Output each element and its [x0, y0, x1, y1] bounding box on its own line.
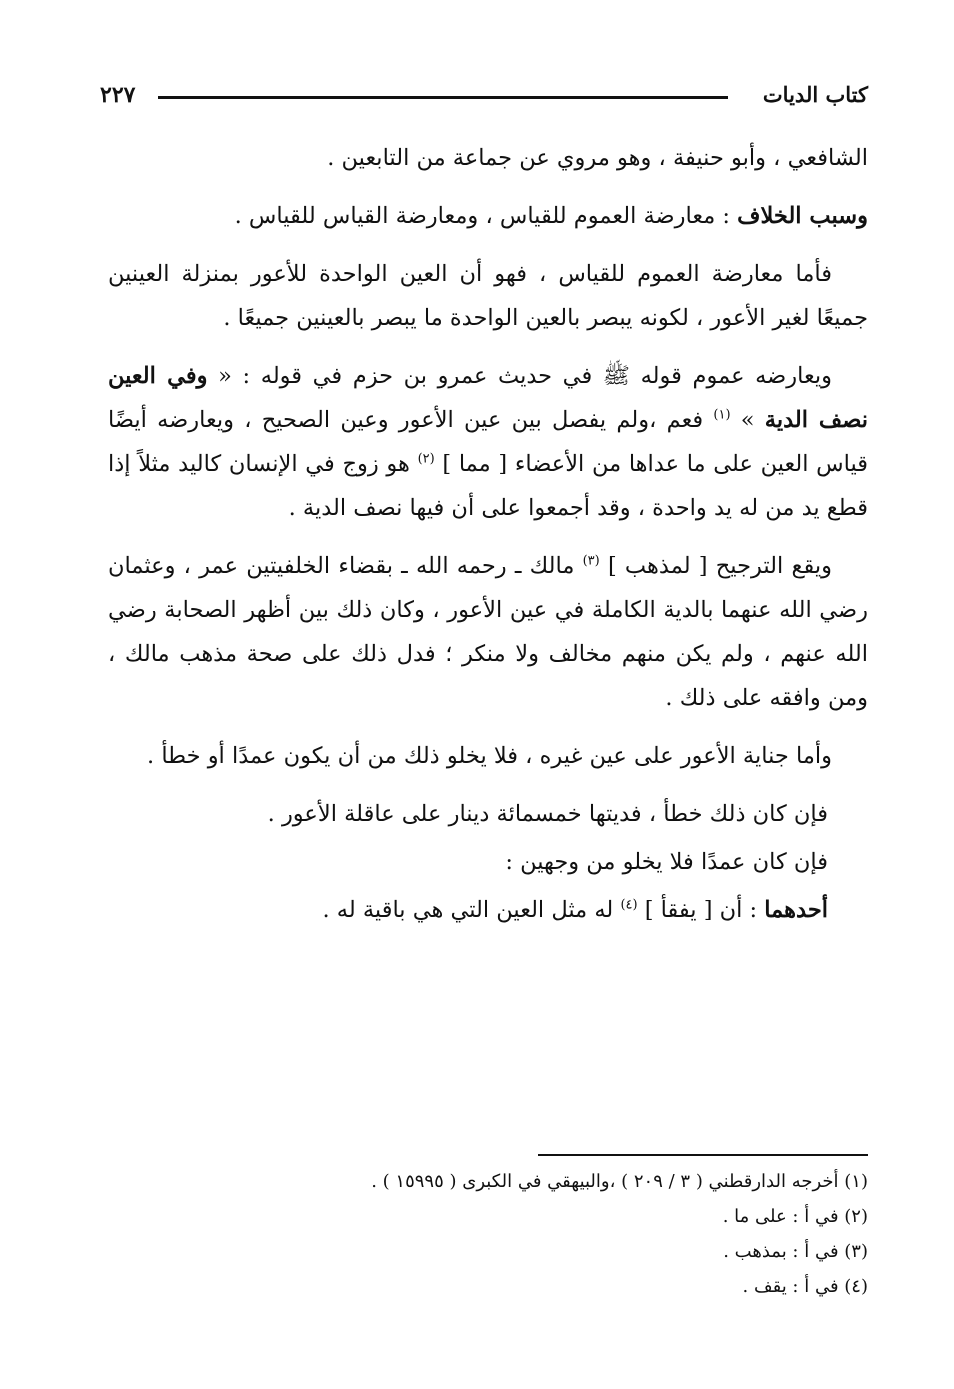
footnote: (٣) في أ : بمذهب . [723, 1241, 868, 1262]
paragraph-text: : معارضة العموم للقياس ، ومعارضة القياس للقياس . [234, 203, 738, 229]
footnote-ref: (٤) [620, 897, 638, 913]
paragraph: وأما جناية الأعور على عين غيره ، فلا يخلو ذلك من أن يكون عمدًا أو خطأ . [147, 743, 832, 769]
page-number: ٢٢٧ [100, 82, 136, 108]
paragraph-text: : أن [ يفقأ ] [637, 897, 765, 923]
footnote-ref: (١) [713, 407, 731, 423]
bold-term: أحدهما [764, 897, 828, 923]
footnote: (٤) في أ : يقف . [742, 1276, 868, 1297]
paragraph [108, 544, 868, 720]
paragraph: فأما معارضة العموم للقياس ، فهو أن العين الواحدة للأعور بمنزلة العينين جميعًا لغير الأعور ، لكونه يبصر بالعين الواحدة ما يبصر بالعينين جميعًا . [108, 261, 868, 331]
footnote: (٢) في أ : على ما . [722, 1206, 868, 1227]
paragraph-text: » [730, 407, 765, 433]
footnotes [108, 1164, 868, 1304]
paragraph: فإن كان ذلك خطأ ، فديتها خمسمائة دينار على عاقلة الأعور . [267, 801, 828, 827]
running-header [100, 78, 868, 118]
bold-term: وسبب الخلاف [737, 203, 868, 229]
paragraph-text: له مثل العين التي هي باقية له . [322, 897, 621, 923]
paragraph-text: ويعارضه عموم قوله ﷺ في حديث عمرو بن حزم في قوله : « [207, 363, 832, 389]
footnote: (١) أخرجه الدارقطني ( ٣ / ٢٠٩ ) ،والبيهقي في الكبرى ( ١٥٩٩٥ ) . [371, 1171, 868, 1192]
main-text [108, 136, 868, 932]
footnote-ref: (٢) [417, 451, 435, 467]
paragraph-text: فعم ،ولم يفصل بين عين الأعور وعين الصحيح ، ويعارضه أيضًا قياس العين على ما عداها من الأعضاء [ مما ] [108, 407, 868, 477]
paragraph: الشافعي ، وأبو حنيفة ، وهو مروي عن جماعة من التابعين . [327, 145, 868, 171]
paragraph-text: ويقع الترجيح [ لمذهب ] [599, 553, 832, 579]
header-rule [158, 96, 728, 99]
paragraph: فإن كان عمدًا فلا يخلو من وجهين : [505, 849, 828, 875]
chapter-title: كتاب الديات [762, 82, 868, 107]
footnote-rule [538, 1154, 868, 1156]
hadith-quote: وفي العين نصف الدية [108, 363, 868, 433]
paragraph [108, 354, 868, 530]
paragraph [108, 194, 868, 238]
paragraph-text: هو زوج في الإنسان كاليد مثلاً إذا قطع يد من له يد واحدة ، وقد أجمعوا على أن فيها نصف الدية . [108, 451, 868, 521]
footnote-ref: (٣) [582, 553, 600, 569]
paragraph [108, 888, 828, 932]
paragraph-text: مالك ـ رحمه الله ـ بقضاء الخلفيتين عمر ، وعثمان رضي الله عنهما بالدية الكاملة في عين الأعور ، وكان ذلك بين أظهر الصحابة رضي الله عنهم ، ولم يكن منهم مخالف ولا منكر ؛ فدل ذلك على صحة مذهب مالك ، ومن وافقه على ذلك . [108, 553, 868, 711]
